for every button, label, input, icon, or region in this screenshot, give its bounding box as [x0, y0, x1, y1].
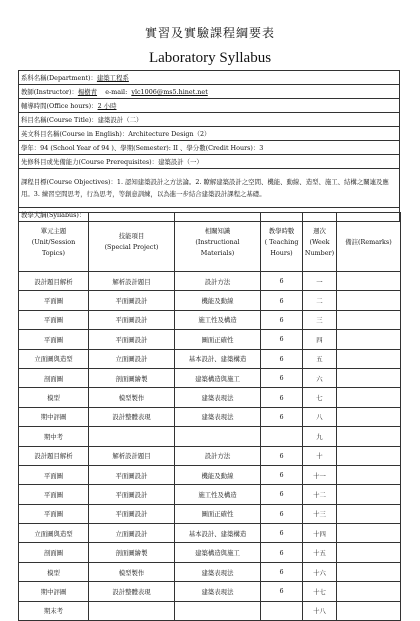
cell-knowledge: 機能及動線: [175, 465, 261, 484]
cell-unit: 平面圖: [19, 465, 89, 484]
department-cell: [19, 71, 400, 85]
header-week: 週次 (Week Number): [303, 213, 337, 272]
cell-hours: 6: [261, 485, 303, 504]
cell-week: 十三: [303, 504, 337, 523]
cell-knowledge: 建築構造與施工: [175, 543, 261, 562]
cell-remarks: [337, 427, 401, 446]
cell-hours: [261, 427, 303, 446]
cell-hours: 6: [261, 465, 303, 484]
cell-knowledge: 基本設計、建築構造: [175, 349, 261, 368]
cell-skill: 平面圖設計: [89, 465, 175, 484]
prerequisites-cell: 先修科目或先備能力(Course Prerequisites)：建築設計（一）: [19, 155, 400, 169]
cell-week: 七: [303, 388, 337, 407]
table-row: [19, 310, 401, 329]
cell-knowledge: [175, 601, 261, 620]
cell-skill: 平面圖設計: [89, 485, 175, 504]
cell-unit: 剖面圖: [19, 368, 89, 387]
cell-unit: 剖面圖: [19, 543, 89, 562]
cell-hours: 6: [261, 446, 303, 465]
school-year-cell: 學年：94 (School Year of 94 )、學期(Semester): II 、學分數(Credit Hours)：3: [19, 141, 400, 155]
cell-unit: 平面圖: [19, 330, 89, 349]
header-hours: 教學時數 ( Teaching Hours): [261, 213, 303, 272]
cell-remarks: [337, 349, 401, 368]
cell-week: 三: [303, 310, 337, 329]
instructor-label: 教師(Instructor)：: [21, 88, 78, 96]
cell-skill: 模型製作: [89, 388, 175, 407]
cell-week: 四: [303, 330, 337, 349]
cell-skill: 設計整體表現: [89, 582, 175, 601]
table-row: [19, 349, 401, 368]
course-english-cell: 英文科目名稱(Course in English)：Architecture Design（2）: [19, 127, 400, 141]
cell-knowledge: 施工性及構造: [175, 310, 261, 329]
cell-hours: 6: [261, 582, 303, 601]
cell-skill: 平面圖設計: [89, 504, 175, 523]
table-row: [19, 582, 401, 601]
cell-unit: 期中評圖: [19, 407, 89, 426]
cell-hours: 6: [261, 504, 303, 523]
cell-week: 八: [303, 407, 337, 426]
cell-remarks: [337, 582, 401, 601]
cell-remarks: [337, 368, 401, 387]
cell-hours: 6: [261, 349, 303, 368]
page-title: 實習及實驗課程綱要表: [144, 26, 275, 40]
cell-skill: 模型製作: [89, 562, 175, 581]
cell-week: 五: [303, 349, 337, 368]
cell-hours: 6: [261, 543, 303, 562]
cell-knowledge: 施工性及構造: [175, 485, 261, 504]
cell-unit: 平面圖: [19, 291, 89, 310]
cell-remarks: [337, 504, 401, 523]
cell-skill: [89, 601, 175, 620]
syllabus-label-cell: 教學大綱(Syllabus)：: [19, 208, 400, 222]
cell-hours: 6: [261, 272, 303, 291]
cell-knowledge: 建築表現法: [175, 388, 261, 407]
office-hours-value: 2 小時: [97, 102, 117, 110]
cell-week: 十五: [303, 543, 337, 562]
cell-week: 十六: [303, 562, 337, 581]
cell-unit: 立面圖與造型: [19, 524, 89, 543]
cell-hours: 6: [261, 368, 303, 387]
table-row: [19, 368, 401, 387]
cell-knowledge: 建築構造與施工: [175, 368, 261, 387]
cell-skill: 平面圖設計: [89, 291, 175, 310]
table-row: [19, 427, 401, 446]
cell-week: 九: [303, 427, 337, 446]
cell-remarks: [337, 291, 401, 310]
cell-unit: 期中評圖: [19, 582, 89, 601]
table-row: [19, 272, 401, 291]
cell-remarks: [337, 330, 401, 349]
table-row: [19, 543, 401, 562]
cell-remarks: [337, 543, 401, 562]
cell-skill: 平面圖設計: [89, 310, 175, 329]
cell-hours: 6: [261, 407, 303, 426]
cell-week: 十八: [303, 601, 337, 620]
cell-week: 十四: [303, 524, 337, 543]
cell-hours: 6: [261, 562, 303, 581]
cell-skill: 剖面圖繪製: [89, 368, 175, 387]
cell-knowledge: 圖面正確性: [175, 504, 261, 523]
cell-unit: 設計題目解析: [19, 272, 89, 291]
cell-skill: 立面圖設計: [89, 524, 175, 543]
cell-knowledge: 建築表現法: [175, 582, 261, 601]
cell-unit: 立面圖與造型: [19, 349, 89, 368]
table-row: [19, 291, 401, 310]
instructor-name: 楊樹青: [77, 88, 98, 96]
cell-knowledge: 建築表現法: [175, 562, 261, 581]
email-label: e-mail:: [105, 88, 128, 96]
cell-unit: 期中考: [19, 427, 89, 446]
cell-knowledge: 設計方法: [175, 446, 261, 465]
cell-knowledge: 圖面正確性: [175, 330, 261, 349]
cell-week: 十: [303, 446, 337, 465]
cell-unit: 設計題目解析: [19, 446, 89, 465]
cell-knowledge: 基本設計、建築構造: [175, 524, 261, 543]
cell-skill: 解析設計題目: [89, 272, 175, 291]
table-row: [19, 446, 401, 465]
cell-knowledge: [175, 427, 261, 446]
office-hours-label: 輔導時間(Office hours)：: [21, 102, 98, 110]
cell-remarks: [337, 407, 401, 426]
cell-hours: 6: [261, 330, 303, 349]
email-value: ylc1006@ms5.hinet.net: [131, 88, 208, 96]
cell-hours: 6: [261, 291, 303, 310]
cell-week: 十二: [303, 485, 337, 504]
page-subtitle: Laboratory Syllabus: [148, 50, 272, 66]
department-value: 建築工程系: [96, 74, 129, 82]
table-row: [19, 388, 401, 407]
objectives-cell: 課程目標(Course Objectives)：1. 認知建築設計之方法論。2. 瞭解建築設計之空間、機能、動線、造型、施工、結構之關連及應用。3. 練習空間思考，行為思考，等創意訓練，以為進一步結合建築設計課程之基礎。: [19, 169, 400, 208]
cell-hours: 6: [261, 388, 303, 407]
cell-remarks: [337, 388, 401, 407]
instructor-cell: [19, 85, 400, 99]
cell-remarks: [337, 272, 401, 291]
cell-remarks: [337, 524, 401, 543]
course-title-cell: 科目名稱(Course Title)：建築設計（二）: [19, 113, 400, 127]
cell-skill: 剖面圖繪製: [89, 543, 175, 562]
cell-remarks: [337, 465, 401, 484]
cell-knowledge: 建築表現法: [175, 407, 261, 426]
cell-unit: 平面圖: [19, 485, 89, 504]
cell-week: 十七: [303, 582, 337, 601]
cell-remarks: [337, 601, 401, 620]
cell-remarks: [337, 562, 401, 581]
cell-remarks: [337, 485, 401, 504]
cell-unit: 平面圖: [19, 504, 89, 523]
table-row: [19, 601, 401, 620]
cell-remarks: [337, 446, 401, 465]
cell-skill: 平面圖設計: [89, 330, 175, 349]
table-row: [19, 330, 401, 349]
office-hours-cell: [19, 99, 400, 113]
cell-hours: 6: [261, 310, 303, 329]
cell-week: 二: [303, 291, 337, 310]
cell-unit: 期末考: [19, 601, 89, 620]
header-knowledge: 相關知識 (Instructional Materials): [175, 213, 261, 272]
cell-hours: [261, 601, 303, 620]
syllabus-table: [18, 212, 401, 621]
header-remarks: 備註(Remarks): [337, 213, 401, 272]
department-label: 系科名稱(Department)：: [21, 74, 97, 82]
cell-knowledge: 機能及動線: [175, 291, 261, 310]
cell-skill: 立面圖設計: [89, 349, 175, 368]
table-row: [19, 504, 401, 523]
table-row: [19, 524, 401, 543]
cell-skill: [89, 427, 175, 446]
cell-week: 十一: [303, 465, 337, 484]
cell-week: 一: [303, 272, 337, 291]
cell-unit: 模型: [19, 562, 89, 581]
table-row: [19, 562, 401, 581]
cell-week: 六: [303, 368, 337, 387]
cell-skill: 解析設計題目: [89, 446, 175, 465]
header-skill: 技能項目 (Special Project): [89, 213, 175, 272]
table-row: [19, 465, 401, 484]
cell-unit: 模型: [19, 388, 89, 407]
cell-knowledge: 設計方法: [175, 272, 261, 291]
cell-hours: 6: [261, 524, 303, 543]
course-info-table: [18, 70, 400, 222]
header-unit: 單元主題 (Unit/Session Topics): [19, 213, 89, 272]
table-row: [19, 485, 401, 504]
cell-unit: 平面圖: [19, 310, 89, 329]
cell-skill: 設計整體表現: [89, 407, 175, 426]
cell-remarks: [337, 310, 401, 329]
table-row: [19, 407, 401, 426]
